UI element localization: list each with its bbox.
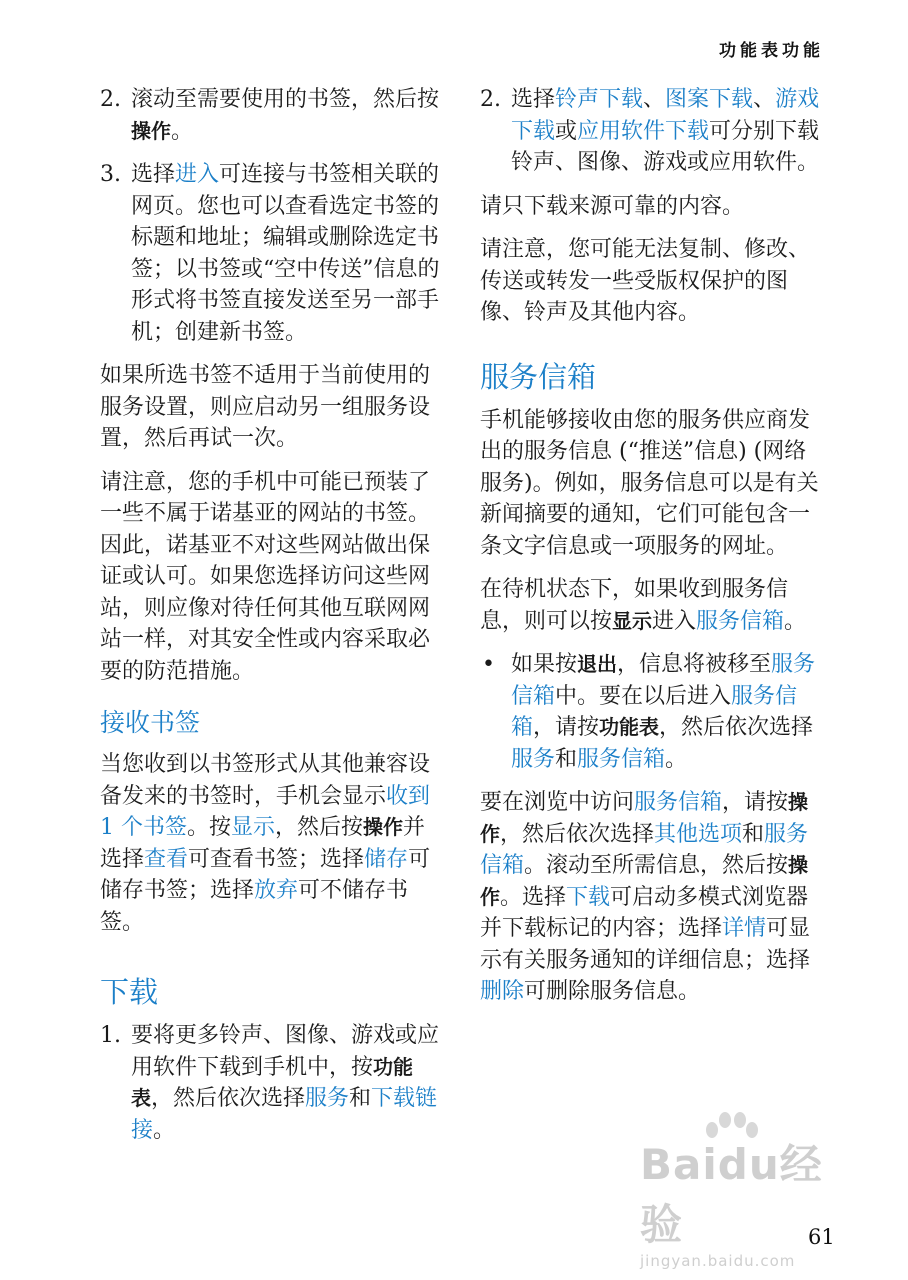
menu-term-link: 服务信箱 xyxy=(511,683,798,740)
menu-term-link: 删除 xyxy=(480,979,525,1004)
menu-term-link: 服务 xyxy=(305,1086,350,1111)
text-run: 、 xyxy=(643,87,666,112)
text-run: 进入 xyxy=(652,608,697,634)
watermark-url: jingyan.baidu.com xyxy=(640,1252,796,1270)
step-text xyxy=(131,87,439,144)
text-run: 。 xyxy=(171,118,194,144)
key-label: 退出 xyxy=(577,652,618,676)
page-number: 61 xyxy=(808,1225,835,1249)
menu-term-link: 服务信箱 xyxy=(480,821,809,878)
text-run: 和 xyxy=(349,1086,372,1111)
download-heading: 下载 xyxy=(100,975,159,1009)
text-run: 可储存书签；选择 xyxy=(100,846,431,903)
key-label: 操作 xyxy=(363,815,404,839)
left-column xyxy=(100,84,440,1158)
menu-term-link: 显示 xyxy=(231,815,276,840)
paw-icon xyxy=(700,1110,760,1150)
text-run: ，然后依次选择 xyxy=(500,821,655,847)
step-2-left xyxy=(100,84,440,147)
text-run: 和 xyxy=(742,821,765,847)
menu-term-link: 放弃 xyxy=(254,878,299,903)
text-run: 并选择 xyxy=(100,815,426,872)
text-run: 要将更多铃声、图像、游戏或应用软件下载到手机中，按 xyxy=(131,1023,440,1080)
watermark-logo: Baidu经验 xyxy=(640,1140,823,1249)
menu-term-link: 游戏下载 xyxy=(511,87,820,144)
service-settings-paragraph: 如果所选书签不适用于当前使用的服务设置，则应启动另一组服务设置，然后再试一次。 xyxy=(100,363,431,451)
key-label: 操作 xyxy=(480,853,809,909)
menu-term-link: 铃声下载 xyxy=(555,87,644,112)
step-number: 3. xyxy=(100,162,121,187)
service-inbox-intro: 手机能够接收由您的服务供应商发出的服务信息 (“推送”信息) (网络服务)。例如，服务信息可以是有关新闻摘要的通知，它们可能包含一条文字信息或一项服务的网址。 xyxy=(480,407,819,559)
text-run: 滚动至需要使用的书签，然后按 xyxy=(131,87,440,112)
copyright-notice: 请注意，您可能无法复制、修改、传送或转发一些受版权保护的图像、铃声及其他内容。 xyxy=(480,237,811,325)
right-column xyxy=(480,84,820,1020)
step-number: 2. xyxy=(480,87,501,112)
browse-access-paragraph xyxy=(480,787,820,1008)
text-run: 可显示有关服务通知的详细信息；选择 xyxy=(480,916,811,973)
preinstalled-bookmarks-notice: 请注意，您的手机中可能已预装了一些不属于诺基亚的网站的书签。因此，诺基亚不对这些网站做出保证或认可。如果您选择访问这些网站，则应像对待任何其他互联网网站一样，对其安全性或内容采取必要的防范措施。 xyxy=(100,469,431,684)
menu-term-link: 服务信箱 xyxy=(696,608,785,634)
text-run: ，然后依次选择 xyxy=(659,715,814,740)
service-inbox-heading: 服务信箱 xyxy=(480,359,597,394)
text-run: ，信息将被移至 xyxy=(617,652,772,677)
menu-term-link: 进入 xyxy=(175,162,220,187)
text-run: 。按 xyxy=(187,815,232,840)
text-run: 。 xyxy=(153,1117,176,1143)
menu-term-link: 下载链接 xyxy=(131,1086,438,1143)
text-run: 中。要在以后进入 xyxy=(555,683,732,709)
text-run: ，请按 xyxy=(722,790,789,815)
menu-term-link: 服务信箱 xyxy=(577,746,666,772)
text-run: 可启动多模式浏览器并下载标记的内容；选择 xyxy=(480,884,809,941)
text-run: ，然后按 xyxy=(275,815,364,840)
key-label: 操作 xyxy=(131,118,171,143)
step-number: 1. xyxy=(100,1023,121,1048)
text-run: 。 xyxy=(665,746,688,772)
bullet-icon: • xyxy=(482,652,495,677)
receive-bookmarks-heading: 接收书签 xyxy=(100,708,201,737)
text-run: ，然后依次选择 xyxy=(151,1086,306,1111)
reliable-source-paragraph: 请只下载来源可靠的内容。 xyxy=(480,193,745,219)
text-run: 要在浏览中访问 xyxy=(480,790,635,815)
bullet-text xyxy=(511,652,815,772)
text-run: 可不储存书签。 xyxy=(100,878,409,935)
key-label: 功能表 xyxy=(599,715,660,739)
text-run: 可删除服务信息。 xyxy=(524,979,701,1004)
text-run: 选择 xyxy=(131,162,176,187)
text-run: 和 xyxy=(555,746,578,772)
exit-bullet-item xyxy=(480,649,820,775)
text-run: 如果按 xyxy=(511,652,578,677)
key-label: 显示 xyxy=(612,608,653,633)
menu-term-link: 详情 xyxy=(722,916,767,941)
menu-term-link: 服务 xyxy=(511,746,556,772)
text-run: 。选择 xyxy=(500,884,567,910)
receive-bookmarks-paragraph xyxy=(100,749,440,938)
text-run: ，请按 xyxy=(533,715,600,740)
text-run: 在待机状态下，如果收到服务信息，则可以按 xyxy=(480,577,789,634)
menu-term-link: 下载 xyxy=(566,884,611,910)
menu-term-link: 储存 xyxy=(364,846,409,872)
text-run: 、 xyxy=(753,87,776,112)
standby-paragraph xyxy=(480,574,820,637)
text-run: 可连接与书签相关联的网页。您也可以查看选定书签的标题和地址；编辑或删除选定书签；以书签或“空中传送”信息的形式将书签直接发送至另一部手机；创建新书签。 xyxy=(131,162,440,345)
text-run: 可分别下载铃声、图像、游戏或应用软件。 xyxy=(511,118,820,175)
menu-term-link: 其他选项 xyxy=(654,821,743,847)
menu-term-link: 应用软件下载 xyxy=(577,118,710,144)
menu-term-link: 服务信箱 xyxy=(511,652,816,709)
menu-term-link: 查看 xyxy=(144,846,189,872)
text-run: 当您收到以书签形式从其他兼容设备发来的书签时，手机会显示 xyxy=(100,752,431,809)
step-1-download xyxy=(100,1020,440,1146)
key-label: 功能表 xyxy=(131,1054,414,1110)
menu-term-link: 图案下载 xyxy=(665,87,754,112)
step-text xyxy=(511,87,819,175)
step-text xyxy=(131,162,440,345)
step-text xyxy=(131,1023,439,1143)
step-2-right xyxy=(480,84,820,179)
menu-term-link: 收到 1 个书签 xyxy=(100,783,431,840)
page-header: 功能表功能 xyxy=(719,41,824,61)
text-run: 或 xyxy=(555,118,578,144)
menu-term-link: 服务信箱 xyxy=(634,790,723,815)
text-run: 选择 xyxy=(511,87,556,112)
text-run: 可查看书签；选择 xyxy=(188,846,365,872)
text-run: 。滚动至所需信息，然后按 xyxy=(524,853,789,878)
step-number: 2. xyxy=(100,87,121,112)
key-label: 操作 xyxy=(480,790,809,846)
step-3-left xyxy=(100,159,440,348)
text-run: 。 xyxy=(784,608,807,634)
